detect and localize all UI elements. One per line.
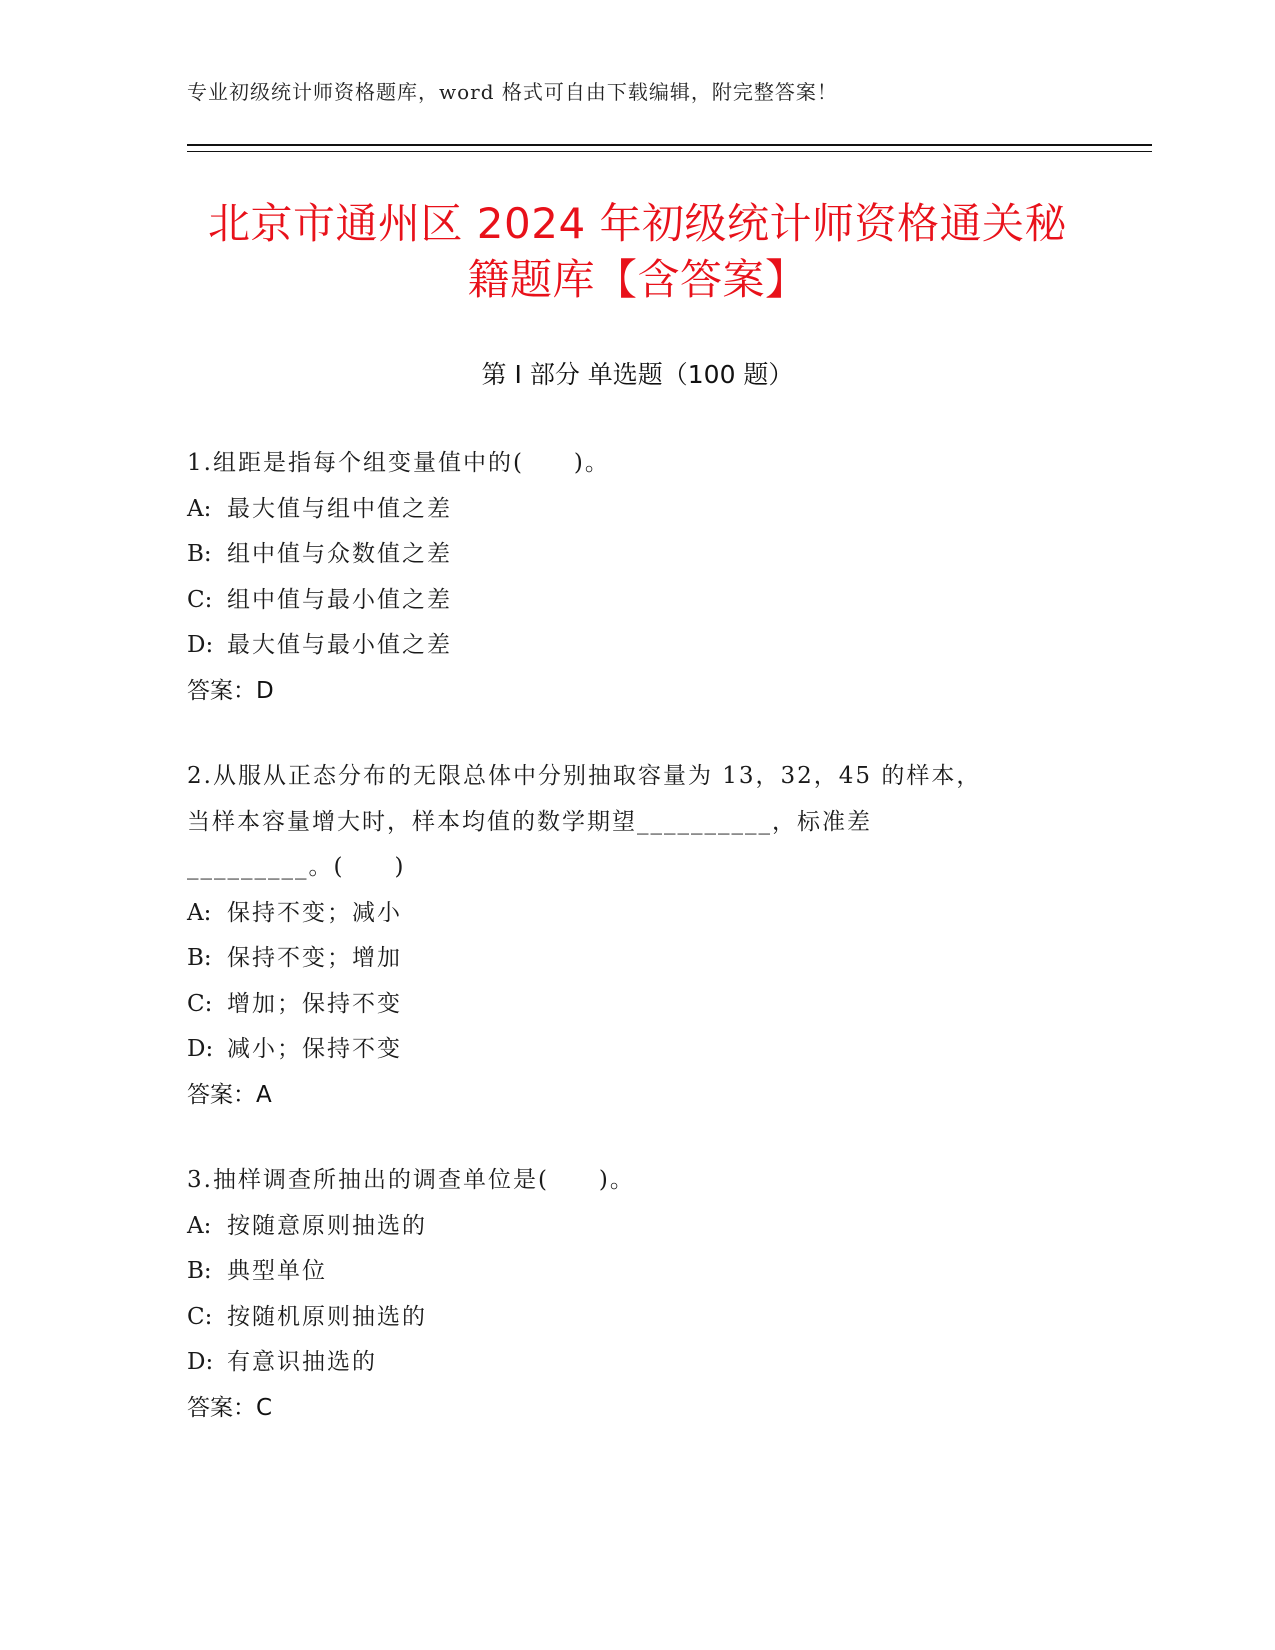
option-letter: C:: [187, 990, 213, 1017]
option-text: 按随机原则抽选的: [227, 1303, 427, 1330]
question-stem-line: 3.抽样调查所抽出的调查单位是( )。: [187, 1167, 635, 1193]
question-stem-line: 2.从服从正态分布的无限总体中分别抽取容量为 13，32，45 的样本，: [187, 763, 982, 789]
header-note: 专业初级统计师资格题库，word 格式可自由下载编辑，附完整答案！: [187, 80, 838, 104]
option-letter: A:: [187, 495, 212, 522]
question-stem-line: 1.组距是指每个组变量值中的( )。: [187, 450, 610, 476]
option-text: 最大值与最小值之差: [227, 632, 452, 658]
section-heading: 第 I 部分 单选题（100 题）: [481, 360, 794, 389]
option-letter: D:: [187, 1349, 214, 1375]
answer-option: [187, 1249, 1087, 1295]
option-letter: C:: [187, 586, 213, 613]
answer-option: [187, 891, 1087, 937]
option-text: 增加；保持不变: [227, 990, 402, 1017]
option-text: 保持不变；减小: [227, 899, 402, 926]
option-letter: B:: [187, 1258, 212, 1284]
question-stem-line: _________。( ): [187, 854, 406, 880]
option-letter: C:: [187, 1303, 213, 1330]
option-text: 按随意原则抽选的: [227, 1212, 427, 1239]
option-text: 组中值与众数值之差: [227, 541, 452, 567]
question-block: [187, 441, 1087, 714]
answer-key: 答案：C: [187, 1394, 273, 1421]
question-block: [187, 754, 1087, 1118]
option-text: 保持不变；增加: [227, 945, 402, 971]
option-text: 最大值与组中值之差: [227, 495, 452, 522]
answer-option: [187, 982, 1087, 1028]
question-stem: [187, 441, 1087, 487]
question-block: [187, 1158, 1087, 1431]
option-text: 典型单位: [227, 1258, 327, 1284]
answer-option: [187, 487, 1087, 533]
answer-option: [187, 1340, 1087, 1386]
question-stem-line: 当样本容量增大时，样本均值的数学期望__________，标准差: [187, 808, 872, 835]
answer-option: [187, 578, 1087, 624]
answer-option: [187, 1027, 1087, 1073]
option-letter: D:: [187, 632, 214, 658]
option-letter: B:: [187, 945, 212, 971]
answer-option: [187, 532, 1087, 578]
option-letter: B:: [187, 541, 212, 567]
answer-option: [187, 1204, 1087, 1250]
header-rule-thick: [187, 144, 1152, 146]
option-letter: A:: [187, 1212, 212, 1239]
answer-option: [187, 1295, 1087, 1341]
document-title-line-1: 北京市通州区 2024 年初级统计师资格通关秘: [207, 199, 1068, 248]
question-stem: [187, 754, 1087, 891]
question-list: [187, 441, 1087, 1471]
option-text: 减小；保持不变: [227, 1036, 402, 1062]
answer-option: [187, 623, 1087, 669]
option-letter: A:: [187, 899, 212, 926]
option-text: 有意识抽选的: [227, 1349, 377, 1375]
document-title: [150, 196, 1125, 308]
answer-option: [187, 936, 1087, 982]
document-title-line-2: 籍题库【含答案】: [467, 255, 808, 304]
option-letter: D:: [187, 1036, 214, 1062]
answer-key: 答案：A: [187, 1081, 272, 1108]
question-stem: [187, 1158, 1087, 1204]
option-text: 组中值与最小值之差: [227, 586, 452, 613]
answer-key: 答案：D: [187, 677, 274, 704]
header-rule-thin: [187, 151, 1152, 152]
